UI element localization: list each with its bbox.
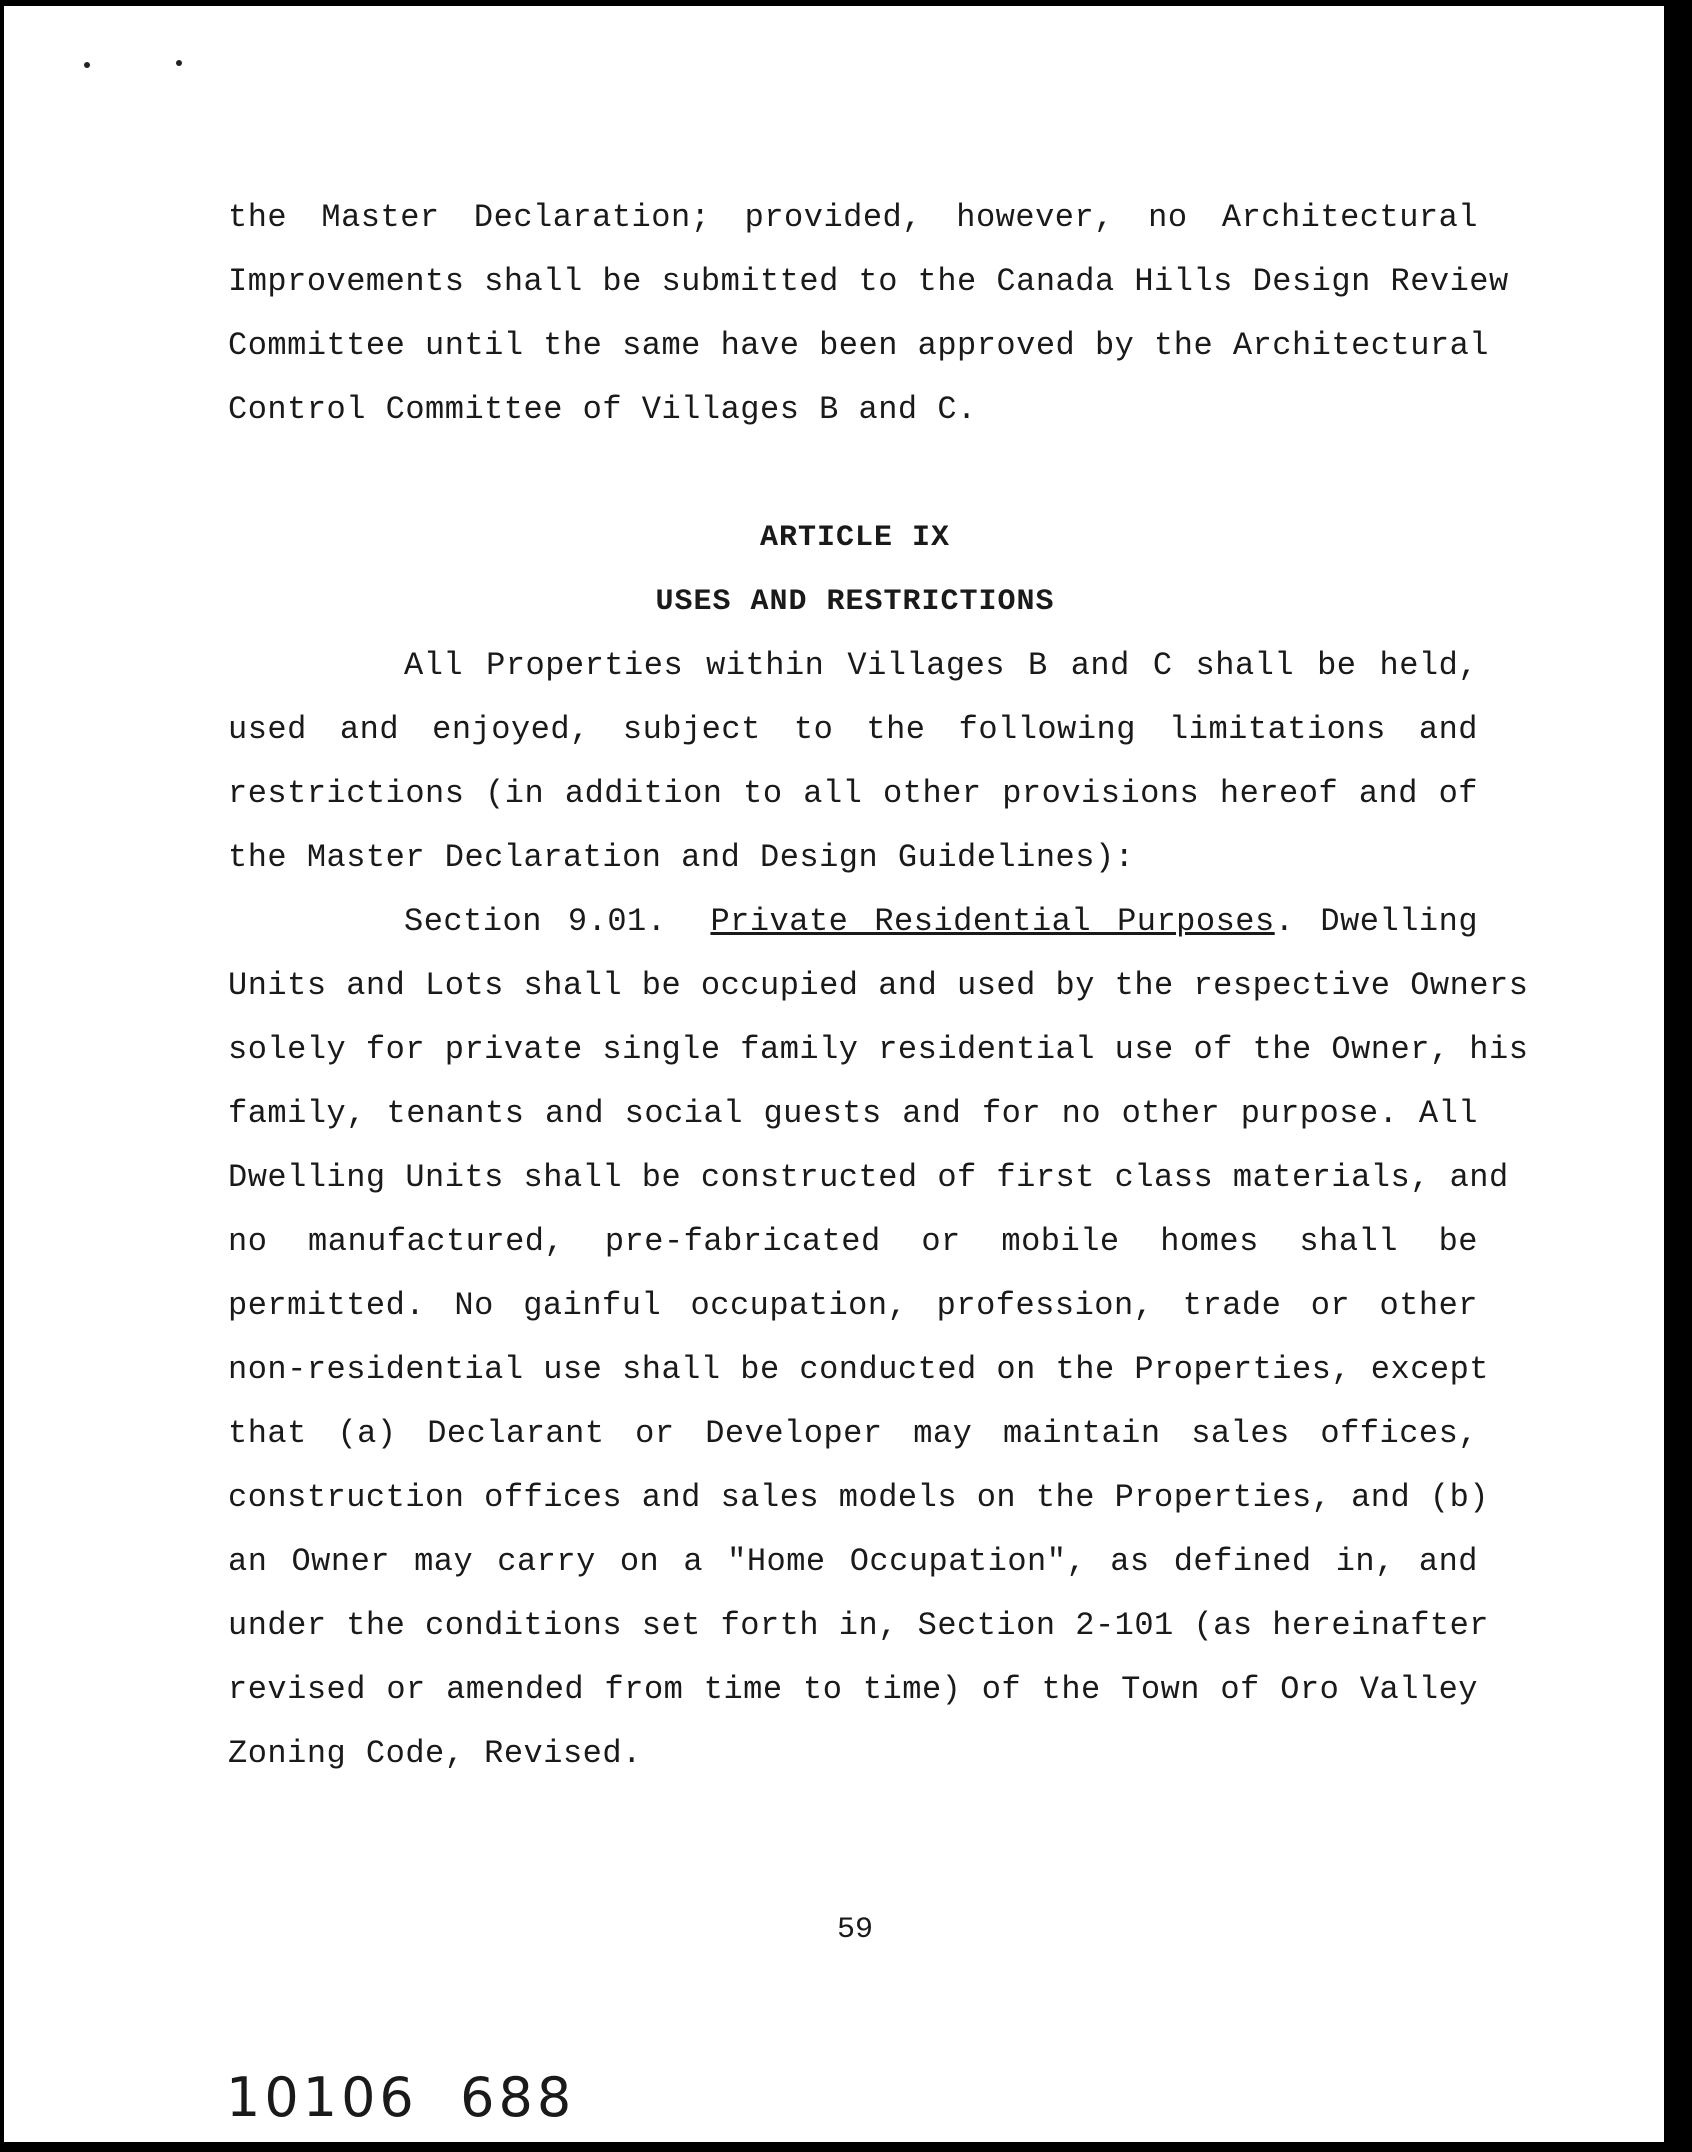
article-title: USES AND RESTRICTIONS (655, 585, 1055, 619)
section-line: revised or amended from time to time) of the Town of Oro Valley (228, 1671, 1478, 1708)
section-line: Dwelling Units shall be constructed of first class materials, and (228, 1159, 1509, 1196)
top-paragraph-line: the Master Declaration; provided, however, no Architectural (228, 199, 1478, 236)
page-number: 59 (836, 1913, 873, 1947)
section-line: family, tenants and social guests and for no other purpose. All (228, 1095, 1478, 1132)
section-heading-line (404, 902, 1478, 942)
section-line: an Owner may carry on a "Home Occupation", as defined in, and (228, 1543, 1478, 1580)
section-line: non-residential use shall be conducted on the Properties, except (228, 1351, 1489, 1388)
scan-speck (84, 62, 90, 68)
section-line: Zoning Code, Revised. (228, 1735, 642, 1772)
section-title: Private Residential Purposes (710, 903, 1275, 940)
top-paragraph-line: Improvements shall be submitted to the Canada Hills Design Review (228, 263, 1509, 300)
intro-paragraph-line: the Master Declaration and Design Guidelines): (228, 839, 1135, 876)
top-paragraph-line: Control Committee of Villages B and C. (228, 391, 977, 428)
section-line: Units and Lots shall be occupied and used by the respective Owners (228, 967, 1529, 1004)
recording-stamp: 10106 688 (226, 2066, 576, 2129)
section-line: solely for private single family residential use of the Owner, his (228, 1031, 1529, 1068)
section-line: under the conditions set forth in, Section 2-101 (as hereinafter (228, 1607, 1489, 1644)
section-line: that (a) Declarant or Developer may maintain sales offices, (228, 1415, 1478, 1452)
section-line: no manufactured, pre-fabricated or mobile homes shall be (228, 1223, 1478, 1260)
section-first-line-rest: . Dwelling (1274, 903, 1479, 940)
section-line: construction offices and sales models on the Properties, and (b) (228, 1479, 1489, 1516)
document-page (4, 6, 1664, 2142)
scan-speck (176, 60, 182, 66)
intro-paragraph-line: restrictions (in addition to all other provisions hereof and of (228, 775, 1478, 812)
section-line: permitted. No gainful occupation, profession, trade or other (228, 1287, 1478, 1324)
top-paragraph-line: Committee until the same have been approved by the Architectural (228, 327, 1489, 364)
intro-paragraph-line: All Properties within Villages B and C shall be held, (404, 647, 1478, 684)
section-number: Section 9.01. (404, 903, 667, 940)
intro-paragraph-line: used and enjoyed, subject to the following limitations and (228, 711, 1478, 748)
article-number: ARTICLE IX (759, 521, 951, 555)
